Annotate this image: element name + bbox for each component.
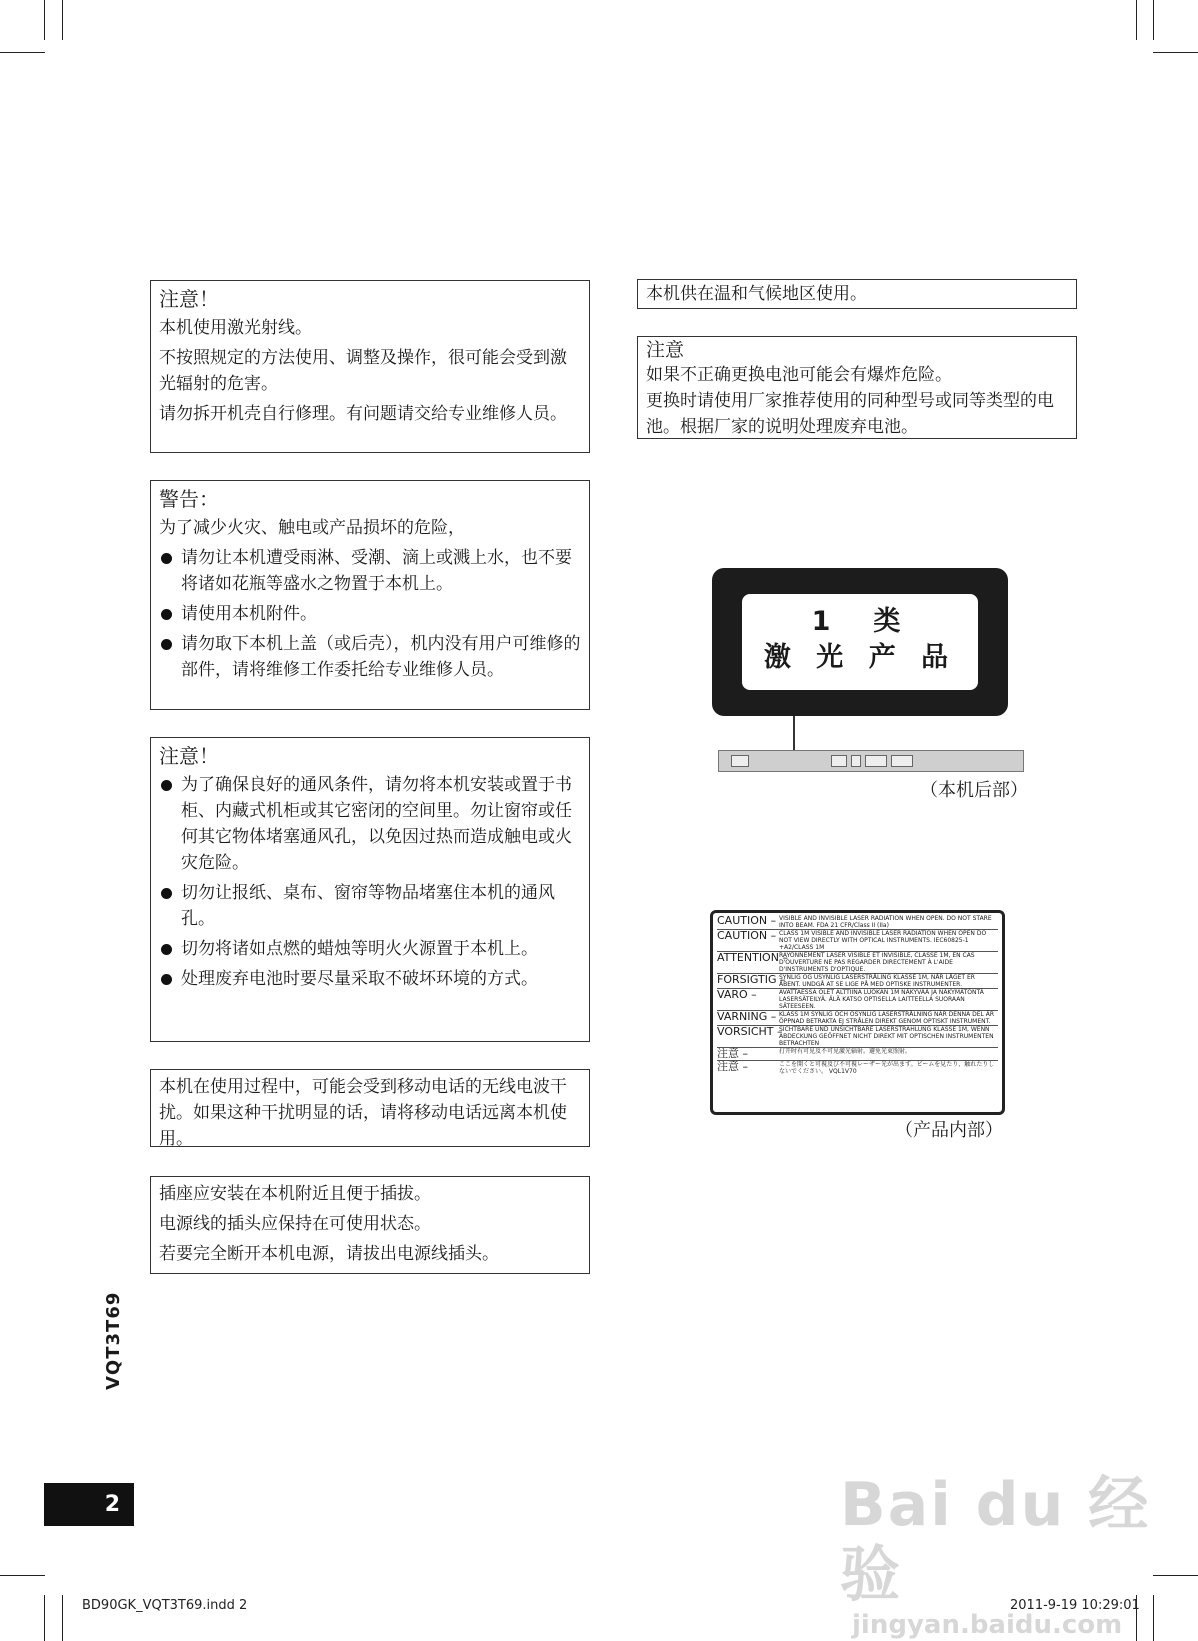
- caution-key: VORSICHT –: [717, 1025, 783, 1038]
- caution-row: [717, 930, 998, 952]
- climate-text: 本机供在温和气候地区使用。: [646, 284, 867, 304]
- caution-row: [717, 1011, 998, 1026]
- footer-filename: BD90GK_VQT3T69.indd 2: [82, 1598, 248, 1613]
- battery-title: 注意: [646, 339, 685, 361]
- caution-text: SICHTBARE UND UNSICHTBARE LASERSTRAHLUNG KLASSE 1M, WENN ABDECKUNG GEÖFFNET NICHT DIREKT MIT OPTISCHEN INSTRUMENTEN BETRACHTEN: [779, 1026, 994, 1047]
- mobile-phone-text: 本机在使用过程中，可能会受到移动电话的无线电波干扰。如果这种干扰明显的话，请将移动电话远离本机使用。: [159, 1077, 567, 1149]
- caution-text: ここを開くと可視及び不可視レーザー光が出ます。ビームを見たり、触れたりしないでください。 VQL1V70: [779, 1061, 995, 1075]
- laser-product-line: 激 光 产 品: [763, 642, 957, 673]
- caution-row: [717, 1061, 998, 1075]
- climate-box: [637, 279, 1077, 309]
- list-item: 请使用本机附件。: [159, 601, 581, 627]
- notice-laser-box: [150, 280, 590, 453]
- warning-list: [159, 545, 581, 683]
- warning-box: [150, 480, 590, 710]
- notice-ventilation-title: 注意！: [159, 744, 219, 768]
- watermark-url: jingyan.baidu.com: [852, 1610, 1123, 1640]
- crop-mark: [0, 52, 45, 53]
- rear-port: [891, 755, 913, 767]
- notice-ventilation-box: [150, 737, 590, 1042]
- caution-row: [717, 915, 998, 930]
- list-item: 切勿将诸如点燃的蜡烛等明火火源置于本机上。: [159, 936, 581, 962]
- list-item: 请勿让本机遭受雨淋、受潮、滴上或溅上水，也不要将诸如花瓶等盛水之物置于本机上。: [159, 545, 581, 597]
- caution-row: [717, 989, 998, 1011]
- rear-port: [865, 755, 887, 767]
- mobile-phone-box: [150, 1069, 590, 1147]
- crop-mark: [1153, 52, 1198, 53]
- footer-timestamp: 2011-9-19 10:29:01: [1010, 1598, 1140, 1613]
- notice-laser-line: 本机使用激光射线。: [159, 318, 312, 338]
- list-item: 切勿让报纸、桌布、窗帘等物品堵塞住本机的通风孔。: [159, 880, 581, 932]
- crop-mark: [0, 1575, 45, 1576]
- list-item: 请勿取下本机上盖（或后壳），机内没有用户可维修的部件，请将维修工作委托给专业维修人员。: [159, 631, 581, 683]
- laser-class-label-inner: [742, 594, 978, 690]
- caution-row: [717, 974, 998, 989]
- crop-mark: [1153, 0, 1154, 40]
- rear-caption: （本机后部）: [920, 780, 1028, 801]
- caution-key: 注意 –: [717, 1047, 748, 1060]
- list-item: 为了确保良好的通风条件，请勿将本机安装或置于书柜、内藏式机柜或其它密闭的空间里。勿让窗帘或任何其它物体堵塞通风孔，以免因过热而造成触电或火灾危险。: [159, 772, 581, 876]
- caution-label-panel: [710, 910, 1005, 1115]
- battery-line: 如果不正确更换电池可能会有爆炸危险。: [646, 365, 952, 385]
- battery-line: 更换时请使用厂家推荐使用的同种型号或同等类型的电池。根据厂家的说明处理废弃电池。: [646, 391, 1054, 437]
- ventilation-list: [159, 772, 581, 992]
- caution-text: VISIBLE AND INVISIBLE LASER RADIATION WHEN OPEN. DO NOT STARE INTO BEAM. FDA 21 CFR/Class II (IIa): [779, 915, 992, 929]
- caution-row: [717, 1048, 998, 1061]
- power-line: 插座应安装在本机附近且便于插拔。: [159, 1184, 431, 1204]
- power-line: 若要完全断开本机电源，请拔出电源线插头。: [159, 1244, 499, 1264]
- battery-box: [637, 336, 1077, 439]
- page-number: 2: [44, 1483, 134, 1526]
- caution-key: CAUTION –: [717, 929, 777, 942]
- caution-key: CAUTION –: [717, 914, 777, 927]
- caution-key: VARNING –: [717, 1010, 777, 1023]
- caution-text: RAYONNEMENT LASER VISIBLE ET INVISIBLE, CLASSE 1M, EN CAS D'OUVERTURE NE PAS REGARDER DIRECTEMENT À L'AIDE D'INSTRUMENTS D'OPTIQUE.: [779, 952, 975, 973]
- caution-text: 打开时有可见及不可见激光辐射。避免光束照射。: [779, 1048, 912, 1055]
- list-item: 处理废弃电池时要尽量采取不破坏环境的方式。: [159, 966, 581, 992]
- caution-text: CLASS 1M VISIBLE AND INVISIBLE LASER RADIATION WHEN OPEN DO NOT VIEW DIRECTLY WITH OPTICAL INSTRUMENTS. IEC60825-1 +A2/CLASS 1M: [779, 930, 987, 951]
- laser-class-label: [712, 568, 1008, 716]
- model-code: VQT3T69: [103, 1291, 124, 1390]
- power-box: [150, 1176, 590, 1274]
- rear-port: [831, 755, 847, 767]
- caution-text: KLASS 1M SYNLIG OCH OSYNLIG LASERSTRÅLNING NÄR DENNA DEL ÄR ÖPPNAD BETRAKTA EJ STRÅLEN DIREKT GENOM OPTISKT INSTRUMENT.: [779, 1011, 995, 1025]
- caution-key: 注意 –: [717, 1060, 748, 1073]
- laser-class-line: 1 类: [811, 606, 909, 637]
- crop-mark: [62, 0, 63, 40]
- caution-key: VARO –: [717, 988, 757, 1001]
- notice-laser-line: 不按照规定的方法使用、调整及操作，很可能会受到激光辐射的危害。: [159, 348, 567, 394]
- crop-mark: [44, 0, 45, 40]
- warning-title: 警告：: [159, 487, 219, 511]
- caution-text: SYNLIG OG USYNLIG LASERSTRÅLING KLASSE 1M, NÅR LÅGET ER ÅBENT. UNDGÅ AT SE LIGE PÅ MED OPTISKE INSTRUMENTER.: [779, 974, 975, 988]
- crop-mark: [44, 1595, 45, 1641]
- caution-text: AVATTAESSA OLET ALTTIINA LUOKAN 1M NÄKYVÄÄ JA NÄKYMÄTÖNTÄ LASERSÄTEILYÄ. ÄLÄ KATSO OPTISELLA LAITTEELLA SUORAAN SÄTEESEEN.: [779, 989, 984, 1010]
- rear-port: [851, 755, 861, 767]
- caution-row: [717, 1026, 998, 1048]
- power-line: 电源线的插头应保持在可使用状态。: [159, 1214, 431, 1234]
- crop-mark: [1136, 0, 1137, 40]
- notice-laser-title: 注意！: [159, 287, 219, 311]
- inside-caption: （产品内部）: [895, 1120, 1003, 1141]
- notice-laser-line: 请勿拆开机壳自行修理。有问题请交给专业维修人员。: [159, 404, 567, 424]
- caution-key: ATTENTION –: [717, 951, 788, 964]
- crop-mark: [62, 1595, 63, 1641]
- caution-key: FORSIGTIG –: [717, 973, 786, 986]
- device-rear-illustration: [718, 750, 1024, 772]
- caution-row: [717, 952, 998, 974]
- warning-intro: 为了减少火灾、触电或产品损坏的危险，: [159, 518, 465, 538]
- watermark-logo: Bai du 经验: [840, 1470, 1151, 1610]
- rear-port: [731, 755, 749, 767]
